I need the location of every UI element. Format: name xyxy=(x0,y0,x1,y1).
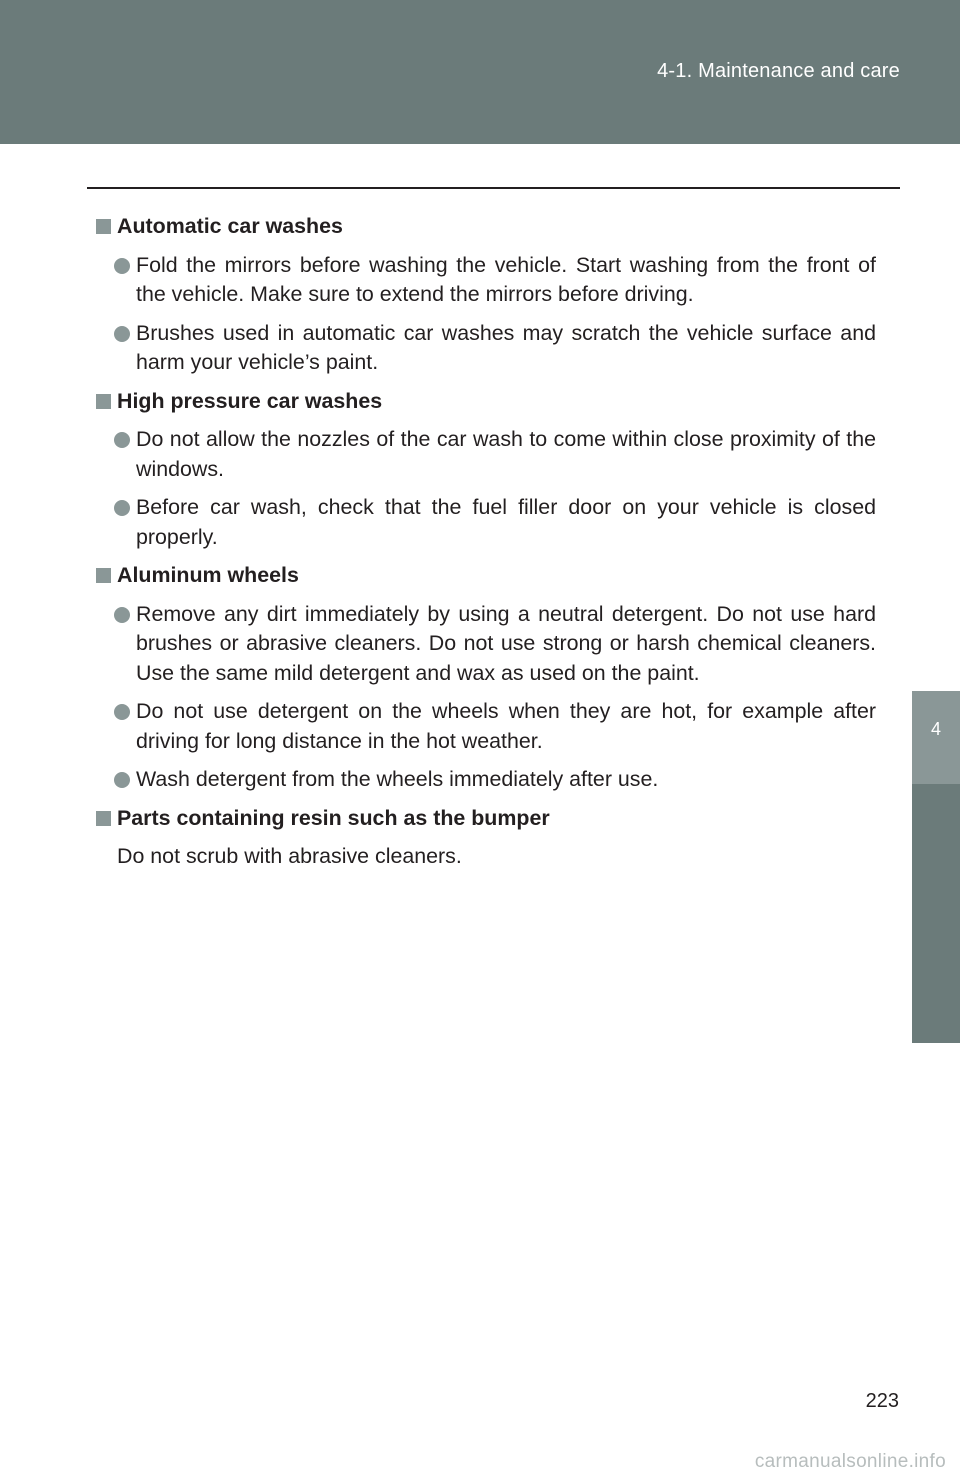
list-item xyxy=(96,697,876,756)
chapter-number: 4 xyxy=(930,719,941,739)
circle-bullet-icon xyxy=(114,772,130,788)
circle-bullet-icon xyxy=(114,326,130,342)
square-bullet-icon xyxy=(96,219,111,234)
topic-heading-text: High pressure car washes xyxy=(117,388,383,413)
page-number: 223 xyxy=(865,1390,899,1412)
list-item-text: Do not use detergent on the wheels when they are hot, for example after driving for long distance in the hot weather. xyxy=(136,699,876,753)
topic-heading xyxy=(96,212,876,242)
circle-bullet-icon xyxy=(114,500,130,516)
list-item xyxy=(96,600,876,689)
circle-bullet-icon xyxy=(114,258,130,274)
square-bullet-icon xyxy=(96,811,111,826)
chapter-label: Maintenance and care xyxy=(13,802,34,997)
topic-heading xyxy=(96,561,876,591)
list-item xyxy=(96,425,876,484)
circle-bullet-icon xyxy=(114,704,130,720)
chapter-number-box xyxy=(912,691,960,784)
topic-heading-text: Parts containing resin such as the bumper xyxy=(117,805,550,830)
header-band xyxy=(0,0,960,144)
topic-heading-text: Automatic car washes xyxy=(117,214,343,238)
square-bullet-icon xyxy=(96,568,111,583)
circle-bullet-icon xyxy=(114,607,130,623)
list-item-text: Do not allow the nozzles of the car wash to come within close proximity of the windows. xyxy=(136,427,876,481)
list-item-text: Brushes used in automatic car washes may scratch the vehicle surface and harm your vehicle’s paint. xyxy=(136,320,876,374)
list-item xyxy=(96,319,876,378)
watermark-text: carmanualsonline.info xyxy=(754,1451,946,1472)
circle-bullet-icon xyxy=(114,432,130,448)
topic-heading-text: Aluminum wheels xyxy=(117,563,299,587)
top-rule xyxy=(87,187,900,189)
section-title: 4-1. Maintenance and care xyxy=(657,60,900,82)
topic-heading xyxy=(96,804,876,834)
topic-heading xyxy=(96,387,876,417)
list-item xyxy=(96,251,876,310)
list-item xyxy=(96,765,876,795)
body-paragraph: Do not scrub with abrasive cleaners. xyxy=(117,844,462,868)
list-item-text: Fold the mirrors before washing the vehicle. Start washing from the front of the vehicle. Make sure to extend the mirrors before driving. xyxy=(136,252,876,306)
list-item xyxy=(96,493,876,552)
page-content xyxy=(96,212,876,881)
square-bullet-icon xyxy=(96,394,111,409)
list-item-text: Remove any dirt immediately by using a neutral detergent. Do not use hard brushes or abrasive cleaners. Do not use strong or harsh chemical cleaners. Use the same mild detergent and wax as used on the paint. xyxy=(136,601,876,685)
list-item-text: Wash detergent from the wheels immediately after use. xyxy=(136,767,659,791)
list-item-text: Before car wash, check that the fuel filler door on your vehicle is closed properly. xyxy=(136,495,876,549)
